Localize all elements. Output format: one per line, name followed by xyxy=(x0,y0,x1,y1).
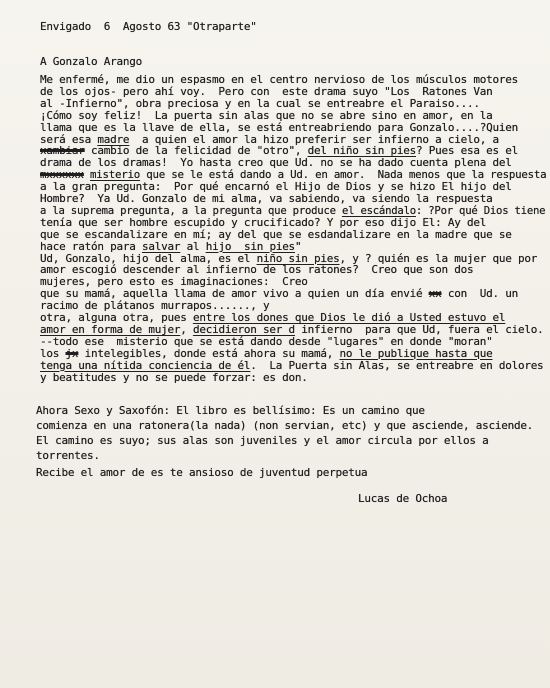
body-text: Ud, Gonzalo, hijo del alma, es el xyxy=(40,251,257,265)
body-text: amor escogió descender al infierno de los ratones? Creo que son dos xyxy=(40,263,474,277)
struck-text: xambiar xyxy=(40,144,85,158)
body-text: con Ud. un xyxy=(441,287,518,301)
letter-header: Envigado 6 Agosto 63 "Otraparte" xyxy=(40,20,257,33)
body-text: que su mamá, aquella llama de amor vivo a quien un día envié xyxy=(40,287,429,301)
body-text: a la suprema pregunta, a la pregunta que produce xyxy=(40,203,342,217)
body-text: intelegibles, donde está ahora su mamá, xyxy=(78,346,340,360)
body-text: hace ratón para xyxy=(40,239,142,253)
body-text: infierno para que Ud, fuera el cielo. xyxy=(294,322,544,336)
body-text: --todo ese misterio que se está dando desde "lugares" en donde "moran" xyxy=(40,334,493,348)
underlined-text: no le publique hasta que xyxy=(339,346,493,360)
body-text: cambio de la felicidad de "otro", xyxy=(84,144,308,158)
underlined-text: amor en forma de mujer xyxy=(40,322,181,336)
body-text: que se le está dando a Ud. en amor. Nada menos que la respuesta xyxy=(140,168,547,182)
body-text: de los ojos- pero ahí voy. Pero con este drama suyo "Los Ratones Van xyxy=(40,84,493,98)
body-text: Hombre? Ya Ud. Gonzalo de mi alma, va sabiendo, va siendo la respuesta xyxy=(40,192,493,205)
struck-text: mxxxxxx xyxy=(40,168,84,182)
body-text: los xyxy=(40,346,66,360)
letter-salutation: A Gonzalo Arango xyxy=(40,55,142,68)
body-text: : ?Por qué Dios tiene xyxy=(415,203,546,217)
postscript-line: El camino es suyo; sus alas son juveniles y el amor circula por ellos a xyxy=(36,434,489,447)
underlined-text: decidieron ser d xyxy=(192,322,295,336)
body-text: llama que es la llave de ella, se está entreabriendo para Gonzalo....?Quien xyxy=(40,120,518,134)
underlined-text: misterio xyxy=(90,168,141,182)
postscript-line: torrentes. xyxy=(36,449,100,462)
body-line xyxy=(40,371,308,384)
body-text: racimo de plátanos murrapos......, y xyxy=(40,299,270,313)
body-text: ? Pues esa es el xyxy=(416,144,518,158)
body-text: " xyxy=(294,239,302,253)
struck-text: xx xyxy=(428,287,442,301)
underlined-text: hijo sin pies xyxy=(205,239,295,253)
letter-closing: Recibe el amor de es te ansioso de juventud perpetua xyxy=(36,466,368,479)
letter-signature: Lucas de Ochoa xyxy=(358,492,448,505)
body-text: y beatitudes y no se puede forzar: es don. xyxy=(40,370,308,384)
postscript-line: Ahora Sexo y Saxofón: El libro es bellísimo: Es un camino que xyxy=(36,404,425,417)
body-text: , xyxy=(180,322,193,336)
body-text: . La Puerta sin Alas, se entreabre en dolores xyxy=(250,358,544,372)
body-text: al -Infierno", obra preciosa y en la cual se entreabre el Paraiso.... xyxy=(40,96,480,110)
underlined-text: el escándalo xyxy=(341,203,416,217)
body-text: tenía que ser hombre escupido y crucificado? Y por eso dijo El: Ay del xyxy=(40,215,487,229)
body-text: que se escandalizare en mí; ay del que se esdandalizare en la madre que se xyxy=(40,227,512,241)
body-text: al xyxy=(180,239,206,253)
underlined-text: madre xyxy=(97,132,130,146)
underlined-text: niño sin pies xyxy=(256,251,340,265)
body-text: a quien el amor la hizo preferir ser infierno a cielo, a xyxy=(129,132,499,146)
body-text: drama de los dramas! Yo hasta creo que Ud. no se ha dado cuenta plena del xyxy=(40,156,512,170)
body-text: a la gran pregunta: Por qué encarnó el Hijo de Dios y se hizo El hijo del xyxy=(40,180,512,194)
body-text: ¡Cómo soy feliz! La puerta sin alas que no se abre sino en amor, en la xyxy=(40,108,493,122)
body-text: otra, alguna otra, pues xyxy=(40,311,193,324)
body-text: Me enfermé, me dio un espasmo en el centro nervioso de los músculos motores xyxy=(40,73,518,86)
underlined-text: salvar xyxy=(141,239,181,253)
underlined-text: entre los dones que Dios le dió a Usted estuvo el xyxy=(192,311,506,324)
underlined-text: del niño sin pies xyxy=(307,144,416,158)
postscript-line: comienza en una ratonera(la nada) (non servian, etc) y que asciende, asciende. xyxy=(36,419,534,432)
body-text: , y ? quién es la mujer que por xyxy=(339,251,538,265)
body-text: será esa xyxy=(40,132,98,146)
underlined-text: tenga una nítida conciencia de él xyxy=(40,358,251,372)
struck-text: jx xyxy=(65,346,79,360)
body-text: mujeres, pero esto es imaginaciones: Creo xyxy=(40,275,308,289)
